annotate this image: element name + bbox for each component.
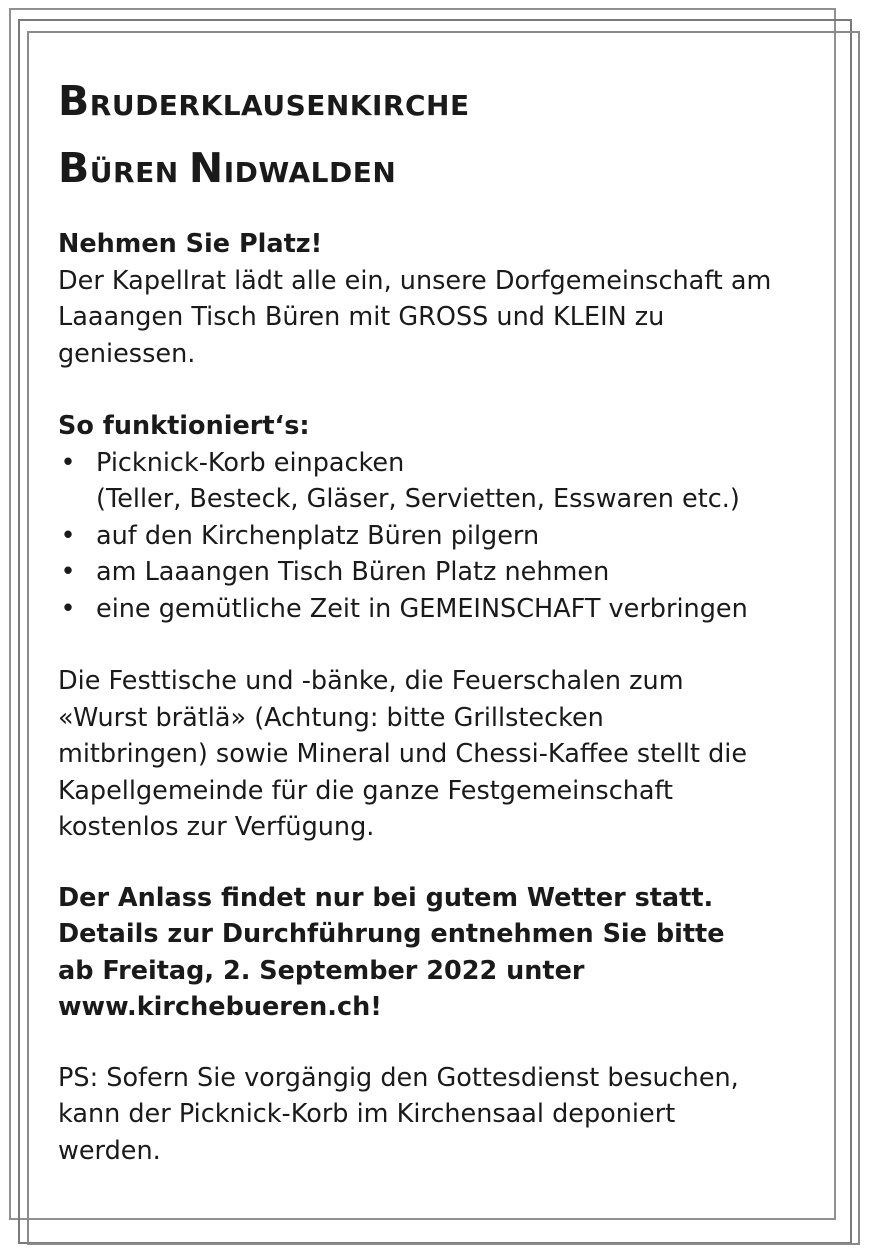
- bullet-icon: •: [60, 447, 76, 478]
- howto-heading: So funktioniert‘s:: [58, 411, 310, 441]
- bullet-icon: •: [60, 520, 76, 551]
- bullet-icon: •: [60, 593, 76, 624]
- intro-line: geniessen.: [58, 338, 196, 369]
- list-item: • auf den Kirchenplatz Büren pilgern: [58, 518, 838, 555]
- list-item: • am Laaangen Tisch Büren Platz nehmen: [58, 554, 838, 591]
- list-item: • eine gemütliche Zeit in GEMEINSCHAFT verbringen: [58, 591, 838, 628]
- intro-line: Laaangen Tisch Büren mit GROSS und KLEIN zu: [58, 302, 665, 332]
- intro-line: Der Kapellrat lädt alle ein, unsere Dorfgemeinschaft am: [58, 265, 772, 296]
- website-link: www.kirchebueren.ch!: [58, 992, 382, 1022]
- details-paragraph: Die Festtische und -bänke, die Feuerschalen zum «Wurst brätlä» (Achtung: bitte Grillstecken mitbringen) sowie Mineral und Chessi-Kaffee stellt die Kapellgemeinde für die ganze Festgemeinschaft kostenlos zur Verfügung.: [58, 666, 748, 842]
- list-item: • Picknick-Korb einpacken (Teller, Besteck, Gläser, Servietten, Esswaren etc.): [58, 445, 838, 518]
- flyer-title: [58, 70, 838, 204]
- howto-list: [58, 445, 838, 628]
- flyer-content: [58, 70, 838, 1169]
- intro-section: [58, 226, 838, 372]
- title-line-1: BRUDERKLAUSENKIRCHE: [58, 77, 470, 125]
- weather-notice: Der Anlass findet nur bei gutem Wetter statt. Details zur Durchführung entnehmen Sie bitte ab Freitag, 2. September 2022 unter www.kirchebueren.ch!: [58, 882, 725, 1022]
- title-line-2: BÜREN NIDWALDEN: [58, 144, 397, 192]
- intro-heading: Nehmen Sie Platz!: [58, 229, 323, 259]
- bullet-icon: •: [60, 557, 76, 587]
- ps-note: PS: Sofern Sie vorgängig den Gottesdienst besuchen, kann der Picknick-Korb im Kirchensaal deponiert werden.: [58, 1062, 739, 1166]
